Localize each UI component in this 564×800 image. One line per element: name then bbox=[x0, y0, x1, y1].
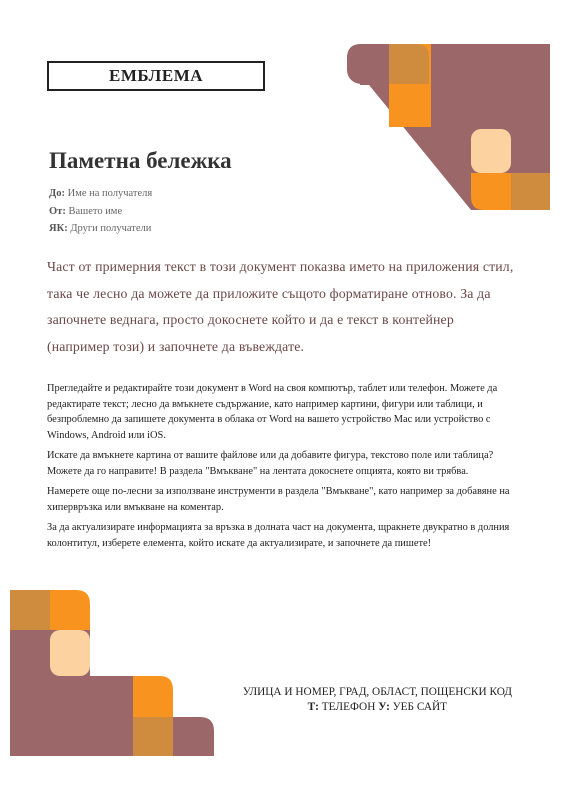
memo-recipients bbox=[49, 185, 152, 238]
orange-block-bottom-2 bbox=[133, 676, 173, 717]
body-text bbox=[47, 381, 519, 556]
ochre-square-bottom-2 bbox=[133, 717, 173, 756]
ochre-square-bottom-1 bbox=[10, 590, 50, 630]
web-value: УЕБ САЙТ bbox=[392, 700, 448, 713]
phone-label: Т: bbox=[307, 700, 319, 713]
cc-label: ЯК: bbox=[49, 223, 68, 234]
from-line[interactable] bbox=[49, 203, 152, 221]
footer-address: УЛИЦА И НОМЕР, ГРАД, ОБЛАСТ, ПОЩЕНСКИ КОД bbox=[242, 686, 512, 698]
to-line[interactable] bbox=[49, 185, 152, 203]
emblem-label: ЕМБЛЕМА bbox=[108, 66, 204, 85]
phone-value: ТЕЛЕФОН bbox=[321, 700, 376, 713]
footer-contact-line bbox=[243, 700, 512, 715]
web-label: У: bbox=[378, 700, 390, 713]
from-label: От: bbox=[49, 205, 66, 217]
body-paragraph[interactable]: Намерете още по-лесни за използване инструменти в раздела "Вмъкване", като например за добавяне на хипервръзка или вмъкване на коментар. bbox=[47, 486, 510, 513]
lead-paragraph[interactable]: Част от примерния текст в този документ показва името на приложения стил, така че лесно да можете да приложите същото форматиране отново. За да започнете веднага, просто докоснете който и да е текст в контейнер (например този) и започнете да въвеждате. bbox=[47, 259, 514, 354]
cc-value: Други получатели bbox=[70, 223, 152, 234]
body-paragraph[interactable]: Прегледайте и редактирайте този документ в Word на своя компютър, таблет или телефон. Можете да редактирате текст; лесно да вмъкнете съдържание, като например картини, фигури или таблици, и безпроблемно да запишете документа в облака от Word на вашето устройство Mac или устройство с Windows, Android или iOS. bbox=[47, 383, 498, 441]
from-value: Вашето име bbox=[68, 205, 123, 217]
body-paragraph[interactable]: Искате да вмъкнете картина от вашите файлове или да добавите фигура, текстово поле или таблица? Можете да го направите! В раздела "Вмъкване" на лентата докоснете опцията, която ви трябва. bbox=[47, 450, 494, 477]
cc-line[interactable] bbox=[49, 220, 152, 238]
footer-contact[interactable] bbox=[243, 685, 512, 714]
peach-block-bottom bbox=[50, 630, 90, 676]
memo-title[interactable]: Паметна бележка bbox=[49, 148, 232, 173]
to-label: До: bbox=[49, 188, 65, 199]
body-paragraph[interactable]: За да актуализирате информацията за връзка в долната част на документа, щракнете двукратно в долния колонтитул, изберете елемента, който искате да актуализирате, и започнете да пишете! bbox=[47, 522, 510, 549]
orange-block-bottom-1 bbox=[50, 590, 90, 630]
emblem-placeholder[interactable] bbox=[47, 61, 265, 91]
to-value: Име на получателя bbox=[67, 188, 153, 199]
